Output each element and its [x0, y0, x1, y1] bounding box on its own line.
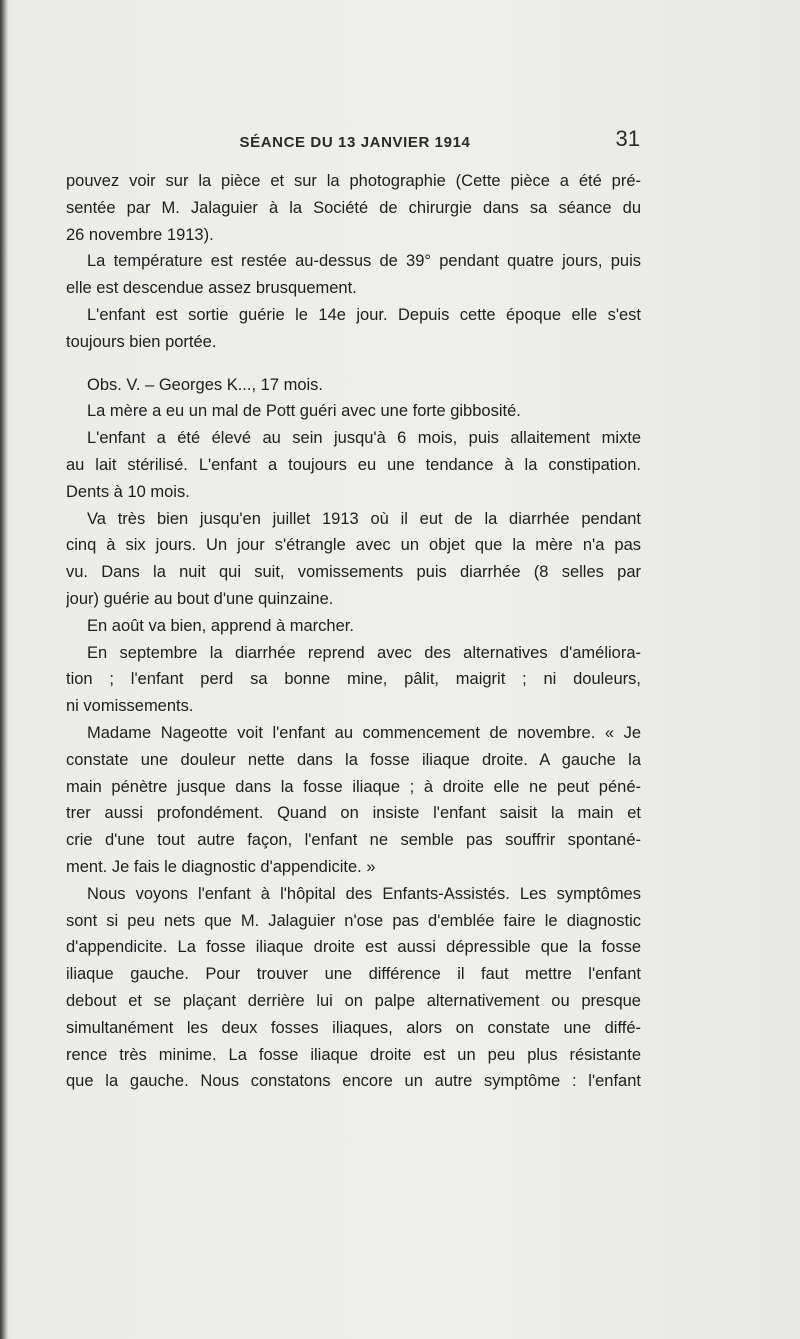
text-line: rence très minime. La fosse iliaque droite est un peu plus résistante — [66, 1045, 641, 1064]
body-text — [66, 168, 641, 1095]
page-binding-edge — [0, 0, 8, 1339]
text-line: toujours bien portée. — [66, 332, 217, 351]
text-line: trer aussi profondément. Quand on insiste l'enfant saisit la main et — [66, 804, 641, 823]
text-line: Madame Nageotte voit l'enfant au commencement de novembre. « Je — [87, 723, 641, 742]
text-line: La température est restée au-dessus de 39° pendant quatre jours, puis — [87, 252, 641, 271]
observation-heading: Obs. V. – Georges K..., 17 mois. — [87, 375, 324, 394]
text-line: sont si peu nets que M. Jalaguier n'ose pas d'emblée faire le diagnostic — [66, 911, 641, 930]
text-line: vu. Dans la nuit qui suit, vomissements puis diarrhée (8 selles par — [66, 563, 641, 582]
text-line: tion ; l'enfant perd sa bonne mine, pâlit, maigrit ; ni douleurs, — [66, 670, 641, 689]
paragraph-gap — [66, 356, 641, 372]
text-line: Va très bien jusqu'en juillet 1913 où il eut de la diarrhée pendant — [87, 509, 641, 528]
text-line: 26 novembre 1913). — [66, 225, 214, 244]
text-line: cinq à six jours. Un jour s'étrangle avec un objet que la mère n'a pas — [66, 536, 641, 555]
text-line: pouvez voir sur la pièce et sur la photographie (Cette pièce a été pré- — [66, 172, 641, 190]
text-line: Nous voyons l'enfant à l'hôpital des Enfants-Assistés. Les symptômes — [87, 884, 641, 903]
text-line: En septembre la diarrhée reprend avec des alternatives d'améliora- — [87, 643, 641, 662]
text-line: ment. Je fais le diagnostic d'appendicite. » — [66, 857, 376, 876]
text-line: En août va bien, apprend à marcher. — [87, 616, 354, 635]
text-line: L'enfant est sortie guérie le 14e jour. Depuis cette époque elle s'est — [87, 305, 641, 324]
text-line: constate une douleur nette dans la fosse iliaque droite. A gauche la — [66, 750, 641, 769]
text-line: L'enfant a été élevé au sein jusqu'à 6 mois, puis allaitement mixte — [87, 429, 641, 448]
text-line: ni vomissements. — [66, 697, 194, 716]
text-line: La mère a eu un mal de Pott guéri avec une forte gibbosité. — [87, 402, 521, 421]
text-line: simultanément les deux fosses iliaques, alors on constate une diffé- — [66, 1018, 641, 1037]
text-line: Dents à 10 mois. — [66, 482, 190, 501]
text-line: debout et se plaçant derrière lui on palpe alternativement ou presque — [66, 991, 641, 1010]
text-line: iliaque gauche. Pour trouver une différence il faut mettre l'enfant — [66, 965, 641, 984]
text-line: elle est descendue assez brusquement. — [66, 279, 357, 298]
text-line: main pénètre jusque dans la fosse iliaque ; à droite elle ne peut péné- — [66, 777, 641, 796]
running-title: SÉANCE DU 13 JANVIER 1914 — [239, 134, 471, 151]
text-line: crie d'une tout autre façon, l'enfant ne semble pas souffrir spontané- — [66, 831, 641, 850]
text-line: sentée par M. Jalaguier à la Société de chirurgie dans sa séance du — [66, 198, 641, 217]
text-line: au lait stérilisé. L'enfant a toujours eu une tendance à la constipation. — [66, 455, 641, 474]
page-number: 31 — [615, 126, 640, 151]
text-line: que la gauche. Nous constatons encore un autre symptôme : l'enfant — [66, 1072, 641, 1091]
text-line: jour) guérie au bout d'une quinzaine. — [66, 589, 334, 608]
text-line: d'appendicite. La fosse iliaque droite est aussi dépressible que la fosse — [66, 938, 641, 957]
page-header — [66, 126, 644, 160]
